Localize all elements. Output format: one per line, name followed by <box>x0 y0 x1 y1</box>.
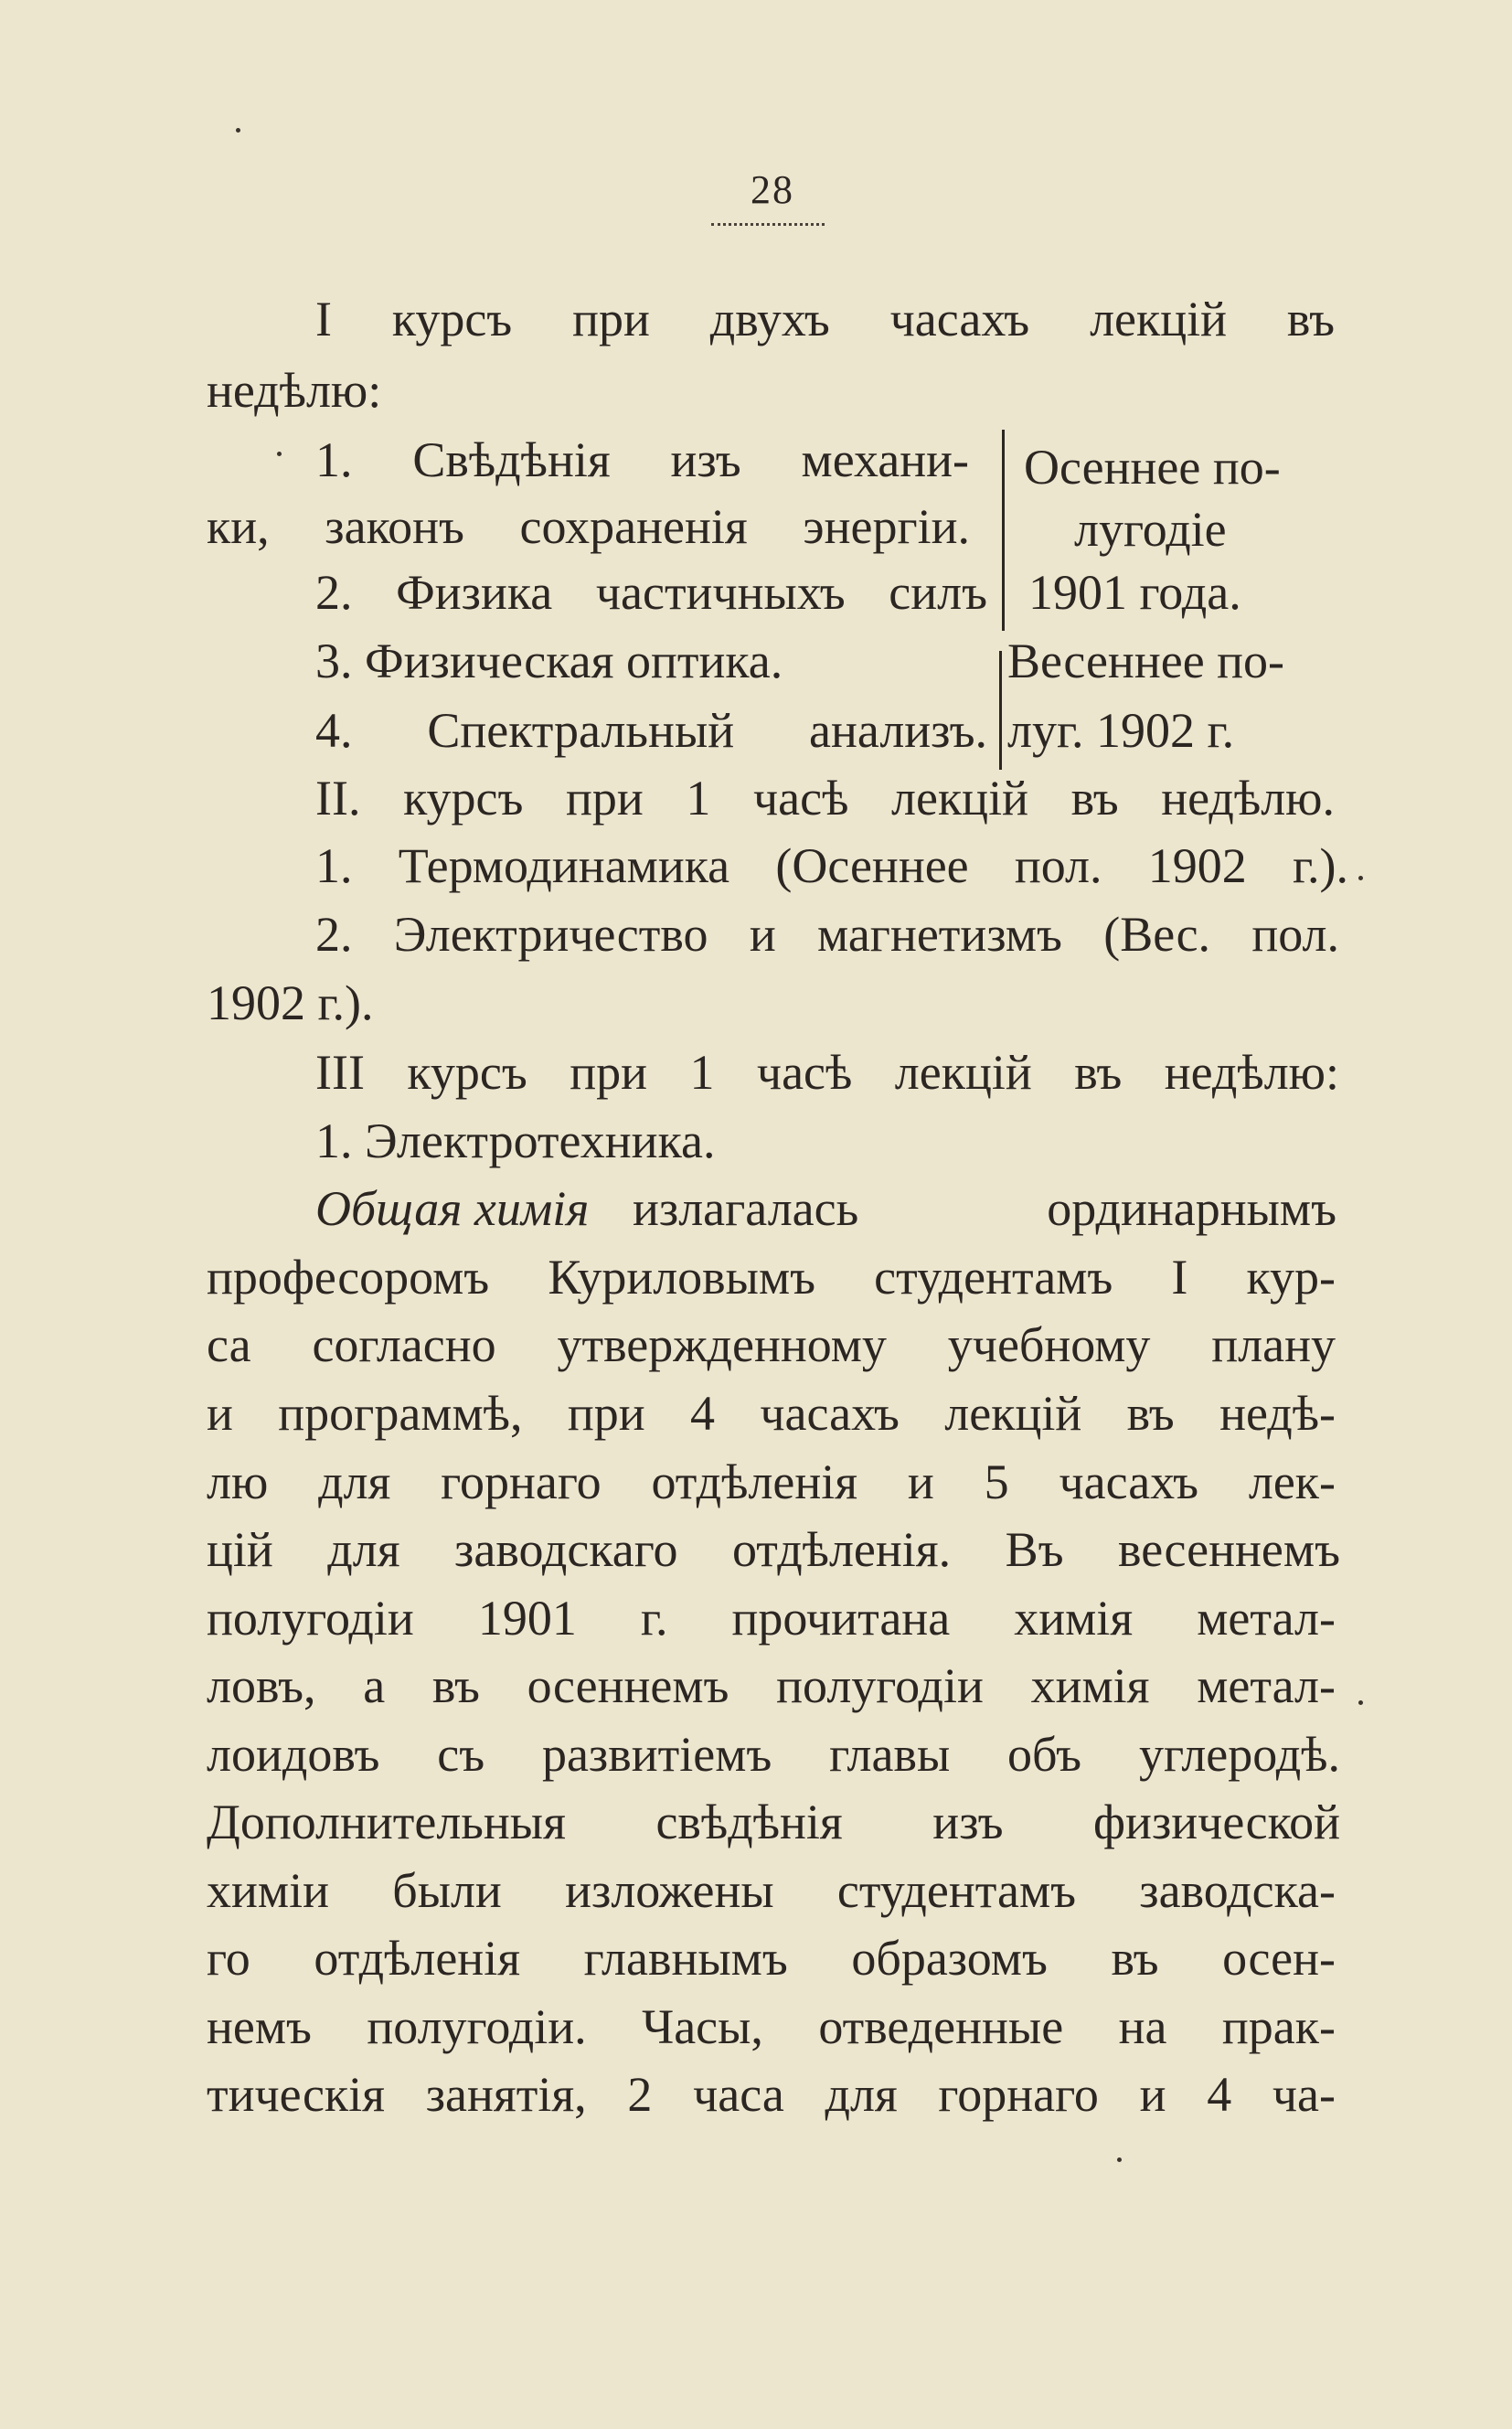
paragraph-line: лю для горнаго отдѣленія и 5 часахъ лек- <box>207 1454 1336 1509</box>
paragraph-line: химіи были изложены студентамъ заводска- <box>207 1863 1336 1918</box>
course-1-heading-cont: недѣлю: <box>207 363 382 418</box>
paragraph-line: полугодіи 1901 г. прочитана химія метал- <box>207 1591 1336 1646</box>
chemistry-first-line-rest: излагалась ординарнымъ <box>633 1181 1336 1236</box>
print-speck <box>277 452 282 456</box>
autumn-note-line-2: лугодіе <box>1074 502 1227 557</box>
spring-note-line-1: Весеннее по- <box>1007 634 1285 688</box>
paragraph-line: професоромъ Куриловымъ студентамъ I кур- <box>207 1250 1336 1305</box>
course-1-heading: I курсъ при двухъ часахъ лекцій въ <box>315 292 1335 346</box>
course-1-item-3: 3. Физическая оптика. <box>315 634 783 688</box>
print-speck <box>1358 876 1363 880</box>
page-number-rule <box>711 223 825 226</box>
print-speck <box>236 128 240 133</box>
chemistry-paragraph-first-line <box>315 1181 1336 1236</box>
course-1-item-2: 2. Физика частичныхъ силъ <box>315 565 987 620</box>
print-speck <box>1117 2157 1122 2162</box>
paragraph-line: тическія занятія, 2 часа для горнаго и 4 ча- <box>207 2067 1336 2122</box>
course-2-item-2: 2. Электричество и магнетизмъ (Вес. пол. <box>315 907 1339 962</box>
spring-note-line-2: луг. 1902 г. <box>1007 703 1235 758</box>
course-3-item-1: 1. Электротехника. <box>315 1113 716 1168</box>
paragraph-line: ловъ, а въ осеннемъ полугодіи химія метал- <box>207 1658 1336 1713</box>
course-3-heading: III курсъ при 1 часѣ лекцій въ недѣлю: <box>315 1045 1339 1100</box>
paragraph-line: го отдѣленія главнымъ образомъ въ осен- <box>207 1931 1336 1986</box>
course-1-item-1: 1. Свѣдѣнія изъ механи- <box>315 432 969 487</box>
page-number: 28 <box>751 167 794 212</box>
autumn-note-line-1: Осеннее по- <box>1024 440 1281 495</box>
autumn-bracket <box>1002 430 1005 631</box>
paragraph-line: и программѣ, при 4 часахъ лекцій въ недѣ- <box>207 1386 1336 1441</box>
print-speck <box>1358 1700 1363 1705</box>
course-2-item-1: 1. Термодинамика (Осеннее пол. 1902 г.). <box>315 838 1348 893</box>
paragraph-line: немъ полугодіи. Часы, отведенные на прак- <box>207 1999 1336 2054</box>
paragraph-line: са согласно утвержденному учебному плану <box>207 1317 1336 1372</box>
paragraph-line: лоидовъ съ развитіемъ главы объ углеродѣ. <box>207 1727 1340 1782</box>
course-2-item-2-cont: 1902 г.). <box>207 975 374 1030</box>
paragraph-line: цій для заводскаго отдѣленія. Въ весеннемъ <box>207 1522 1340 1577</box>
paragraph-line: Дополнительныя свѣдѣнія изъ физической <box>207 1795 1340 1849</box>
autumn-note-line-3: 1901 года. <box>1028 565 1241 620</box>
spring-bracket <box>999 651 1002 770</box>
course-2-heading: II. курсъ при 1 часѣ лекцій въ недѣлю. <box>315 771 1335 826</box>
chemistry-title: Общая химія <box>315 1181 590 1236</box>
course-1-item-1-cont: ки, законъ сохраненія энергіи. <box>207 499 970 554</box>
course-1-item-4: 4. Спектральный анализъ. <box>315 703 987 758</box>
